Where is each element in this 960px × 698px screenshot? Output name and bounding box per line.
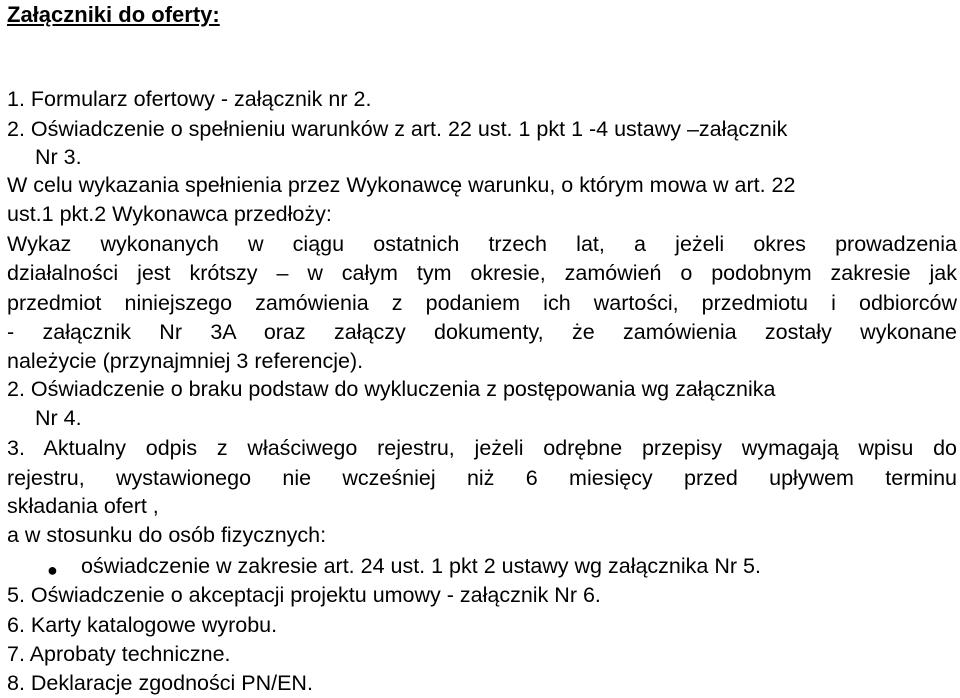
paragraph-line: działalności jest krótszy – w całym tym okresie, zamówień o podobnym zakresie jak — [7, 261, 957, 285]
list-item-2b: 2. Oświadczenie o braku podstaw do wykluczenia z postępowania wg załącznika — [7, 377, 776, 401]
list-item-3-line-3: składania ofert , — [7, 494, 159, 518]
paragraph-line: W celu wykazania spełnienia przez Wykonawcę warunku, o którym mowa w art. 22 — [7, 173, 796, 197]
paragraph-line: ust.1 pkt.2 Wykonawca przedłoży: — [7, 202, 332, 226]
list-item-2-continuation: Nr 3. — [35, 145, 82, 169]
paragraph-line: Wykaz wykonanych w ciągu ostatnich trzech lat, a jeżeli okres prowadzenia — [7, 232, 957, 256]
list-item-2: 2. Oświadczenie o spełnieniu warunków z art. 22 ust. 1 pkt 1 -4 ustawy –załącznik — [7, 117, 788, 141]
list-item-5: 5. Oświadczenie o akceptacji projektu umowy - załącznik Nr 6. — [7, 583, 601, 607]
document-title: Załączniki do oferty: — [7, 2, 220, 27]
list-item-1: 1. Formularz ofertowy - załącznik nr 2. — [7, 87, 372, 111]
list-item-3: 3. Aktualny odpis z właściwego rejestru, jeżeli odrębne przepisy wymagają wpisu do — [7, 436, 957, 460]
paragraph-line: a w stosunku do osób fizycznych: — [7, 523, 327, 547]
paragraph-line: - załącznik Nr 3A oraz załączy dokumenty, że zamówienia zostały wykonane — [7, 320, 957, 344]
paragraph-line: przedmiot niniejszego zamówienia z podaniem ich wartości, przedmiotu i odbiorców — [7, 291, 957, 315]
bullet-icon: ● — [47, 560, 58, 580]
list-item-7: 7. Aprobaty techniczne. — [7, 642, 231, 666]
list-item-3-line-2: rejestru, wystawionego nie wcześniej niż 6 miesięcy przed upływem terminu — [7, 466, 957, 490]
list-item-8: 8. Deklaracje zgodności PN/EN. — [7, 671, 313, 695]
list-item-6: 6. Karty katalogowe wyrobu. — [7, 613, 278, 637]
paragraph-line: należycie (przynajmniej 3 referencje). — [7, 349, 364, 373]
list-item-2b-continuation: Nr 4. — [35, 406, 82, 430]
bullet-item: oświadczenie w zakresie art. 24 ust. 1 pkt 2 ustawy wg załącznika Nr 5. — [81, 554, 761, 578]
